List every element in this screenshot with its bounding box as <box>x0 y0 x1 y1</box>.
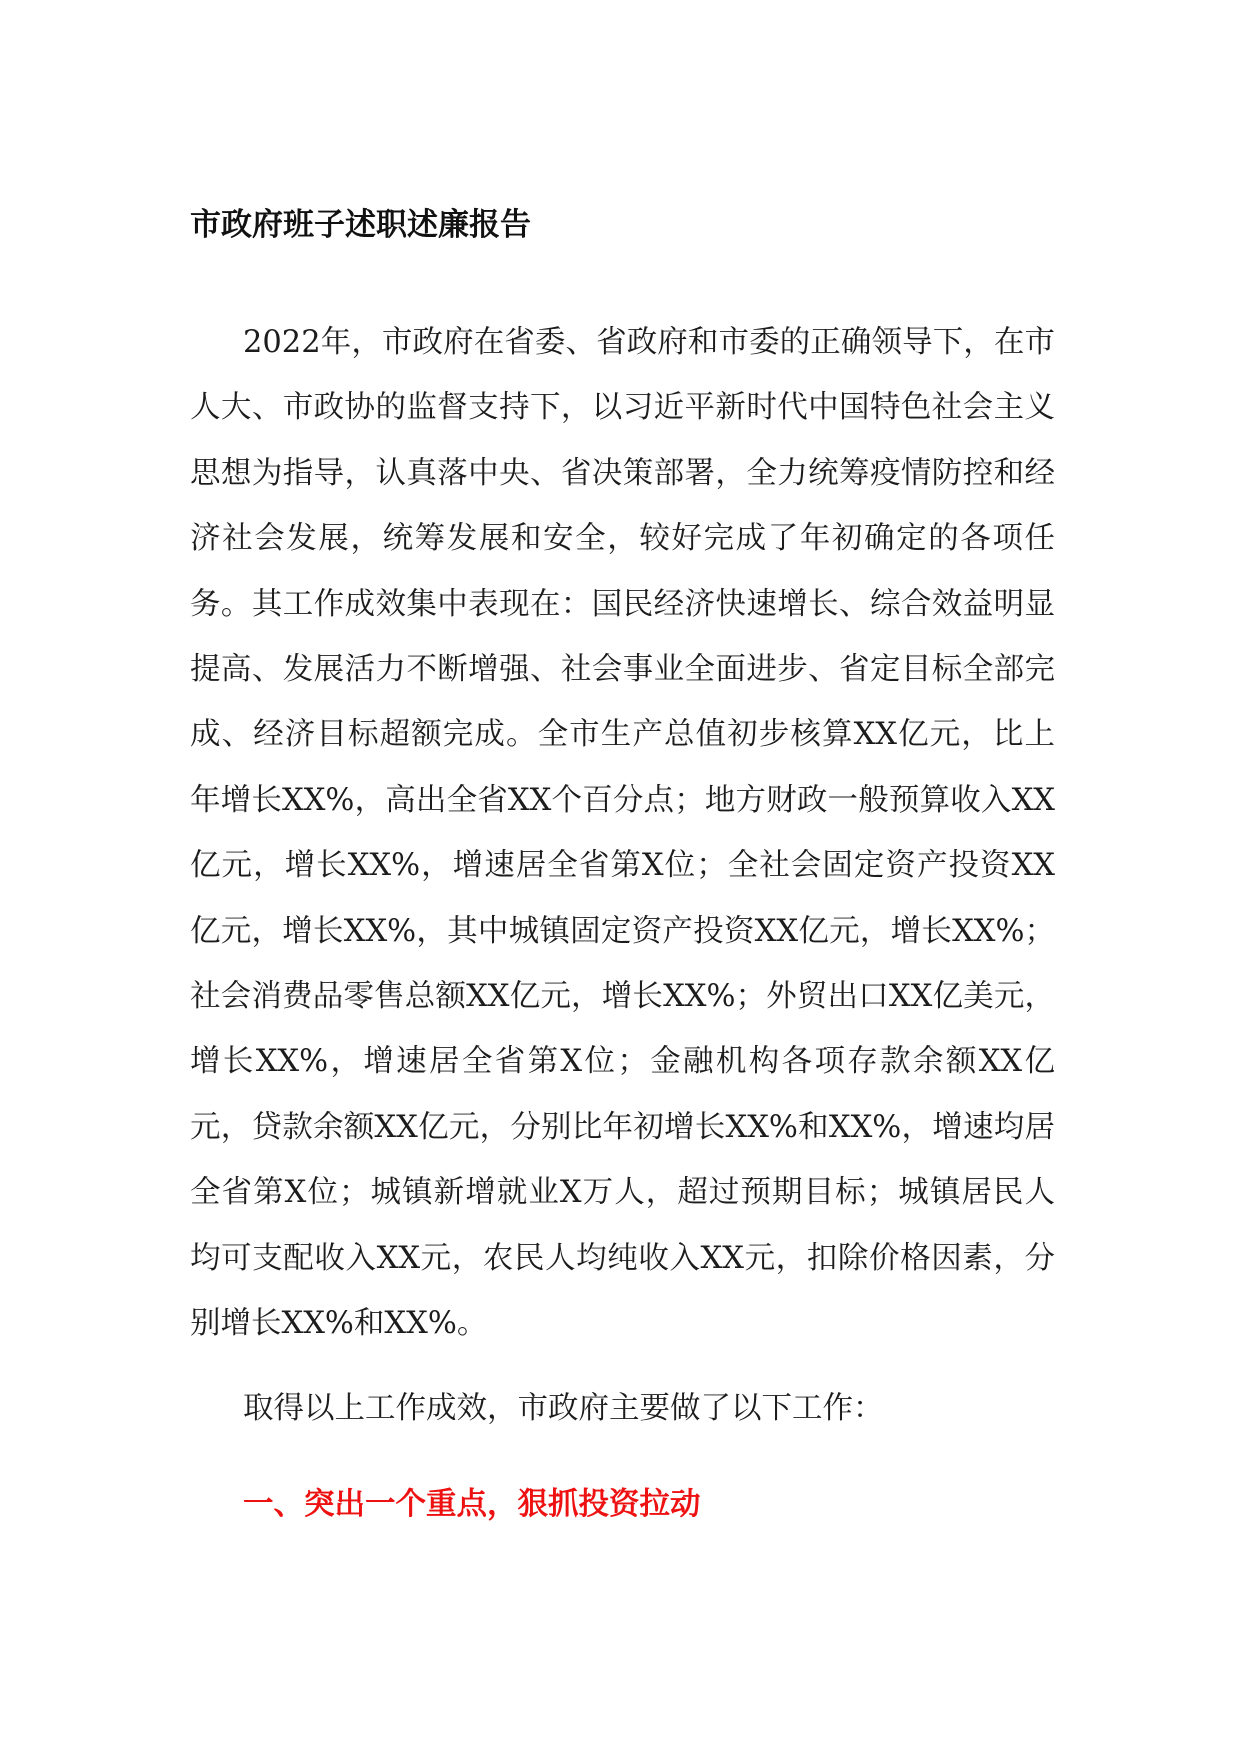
document-title: 市政府班子述职述廉报告 <box>190 207 531 243</box>
body-paragraph-transition: 取得以上工作成效，市政府主要做了以下工作： <box>243 1391 884 1426</box>
section-heading-one: 一、突出一个重点，狠抓投资拉动 <box>243 1487 701 1522</box>
body-paragraph-summary: 2022年，市政府在省委、省政府和市委的正确领导下，在市人大、市政协的监督支持下，以习近平新时代中国特色社会主义思想为指导，认真落中央、省决策部署，全力统筹疫情防控和经济社会发展，统筹发展和安全，较好完成了年初确定的各项任务。其工作成效集中表现在：国民经济快速增长、综合效益明显提高、发展活力不断增强、社会事业全面进步、省定目标全部完成、经济目标超额完成。全市生产总值初步核算XX亿元，比上年增长XX%，高出全省XX个百分点；地方财政一般预算收入XX亿元，增长XX%，增速居全省第X位；全社会固定资产投资XX亿元，增长XX%，其中城镇固定资产投资XX亿元，增长XX%；社会消费品零售总额XX亿元，增长XX%；外贸出口XX亿美元，增长XX%，增速居全省第X位；金融机构各项存款余额XX亿元，贷款余额XX亿元，分别比年初增长XX%和XX%，增速均居全省第X位；城镇新增就业X万人，超过预期目标；城镇居民人均可支配收入XX元，农民人均纯收入XX元，扣除价格因素，分别增长XX%和XX%。 <box>190 325 1055 1342</box>
